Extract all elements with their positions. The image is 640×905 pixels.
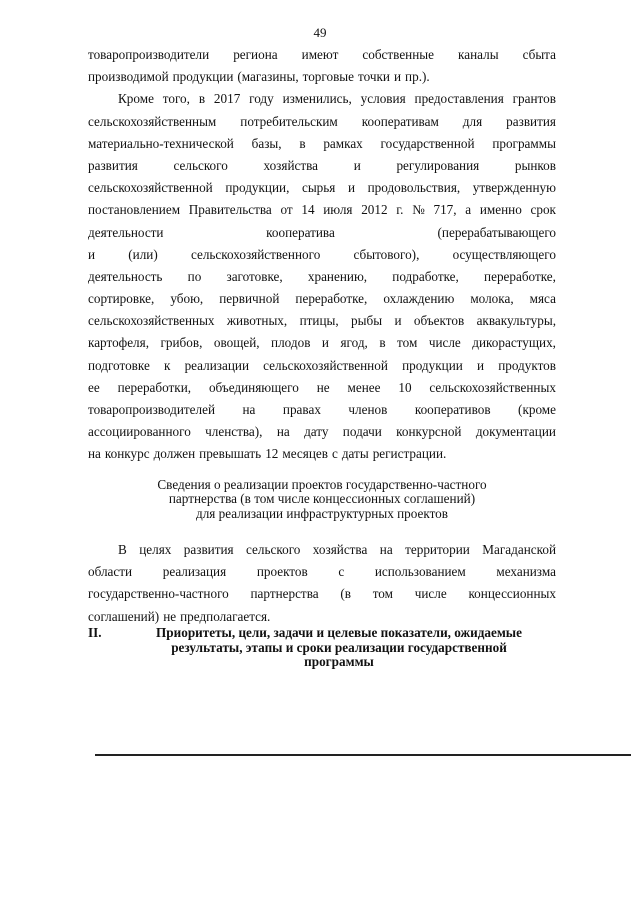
word: и	[321, 335, 329, 351]
subheading-line: для реализации инфраструктурных проектов	[195, 505, 449, 521]
word: правах	[282, 402, 321, 417]
word: птицы,	[299, 313, 339, 329]
word: к	[163, 357, 171, 373]
word: срок	[530, 202, 556, 218]
word: и	[393, 69, 402, 85]
word: июля	[323, 202, 353, 218]
word: постановлением	[88, 202, 181, 218]
word: объединяющего	[208, 379, 299, 395]
word: 10	[398, 379, 412, 395]
word: а	[465, 202, 472, 218]
word: и	[476, 357, 485, 373]
word: ассоциированного	[88, 424, 191, 440]
word: развития	[506, 113, 556, 129]
word: регистрации.	[372, 446, 447, 462]
word: рамках	[323, 135, 363, 151]
subheading-line: партнерства (в том числе концессионных соглашений)	[168, 491, 476, 507]
word: от	[280, 202, 293, 218]
paragraph-ppp-not-planned	[88, 539, 556, 628]
word: (в	[340, 586, 351, 602]
word: молока,	[470, 291, 514, 307]
word: (магазины,	[237, 69, 299, 85]
word: рынков	[514, 157, 556, 173]
word: программы	[492, 135, 556, 151]
word: продукции	[402, 357, 463, 373]
word: предполагается.	[180, 608, 271, 624]
section-title-line: Приоритеты, цели, задачи и целевые показатели, ожидаемые	[156, 625, 522, 640]
word: на	[242, 402, 256, 417]
paragraph-sales-channels	[88, 44, 556, 88]
word: собственные	[362, 47, 434, 62]
word: Правительства	[188, 202, 272, 218]
word: того,	[162, 91, 190, 107]
word: дикорастущих,	[472, 335, 556, 351]
text-line	[88, 443, 556, 465]
word: деятельности	[88, 224, 164, 240]
word: продукции	[172, 69, 234, 85]
word: сбыта	[522, 47, 556, 62]
word: заготовке,	[226, 268, 283, 284]
word: точки	[358, 69, 390, 85]
word: должен	[153, 446, 196, 462]
word: 2017	[213, 91, 241, 107]
word: сельскохозяйственных	[429, 379, 556, 395]
word: потребительским	[240, 113, 338, 129]
word: целях	[139, 542, 172, 558]
word: 12	[265, 446, 279, 462]
word: по	[187, 268, 202, 284]
word: кооператива	[266, 224, 335, 240]
word: осуществляющего	[452, 246, 556, 262]
word: сбытового),	[353, 246, 420, 262]
word: имеют	[301, 47, 339, 62]
text-line	[88, 222, 556, 244]
word: с	[331, 446, 338, 462]
word: соглашений)	[88, 608, 160, 624]
subheading-line: Сведения о реализации проектов государственно-частного	[157, 476, 487, 492]
word: торговые	[302, 69, 355, 85]
word: в	[299, 135, 306, 151]
word: на	[88, 446, 101, 462]
word: сельскохозяйственных	[88, 313, 215, 329]
word: убою,	[170, 291, 204, 307]
text-line	[88, 133, 556, 155]
word: хранению,	[307, 268, 368, 284]
word: (кроме	[518, 402, 556, 417]
word: развития	[183, 542, 234, 558]
word: грантов	[512, 91, 556, 107]
word: Магаданской	[482, 542, 556, 558]
word: регулирования	[396, 157, 480, 173]
word: документации	[475, 424, 556, 440]
word: продуктов	[498, 357, 556, 373]
text-line	[88, 266, 556, 288]
word: хозяйства	[263, 157, 319, 173]
word: сельскохозяйственным	[88, 113, 217, 129]
word: г.	[396, 202, 404, 218]
word: каналы	[458, 47, 499, 62]
word: том	[397, 335, 418, 351]
word: концессионных	[468, 586, 556, 602]
word: партнерства	[250, 586, 319, 602]
word: реализация	[162, 564, 227, 580]
word: производимой	[88, 69, 169, 85]
word: ее	[88, 379, 100, 395]
word: Кроме	[118, 91, 154, 107]
word: охлаждению	[383, 291, 455, 307]
footer-rule	[95, 754, 631, 756]
text-line	[88, 177, 556, 199]
word: членства),	[205, 424, 263, 440]
text-line	[88, 88, 556, 110]
section-number: II.	[88, 625, 102, 640]
text-line	[88, 561, 556, 583]
word: В	[118, 542, 127, 558]
word: году	[249, 91, 274, 107]
word: с	[338, 564, 345, 580]
word: продовольствия,	[367, 180, 461, 196]
word: в	[379, 335, 386, 351]
word: 14	[301, 202, 315, 218]
text-line	[88, 332, 556, 354]
word: кооперативам	[361, 113, 439, 129]
text-line	[88, 66, 556, 88]
paragraph-grant-conditions	[88, 88, 556, 465]
text-line	[88, 539, 556, 561]
word: конкурс	[104, 446, 150, 462]
word: развития	[88, 157, 138, 173]
word: превышать	[199, 446, 262, 462]
word: конкурсной	[396, 424, 462, 440]
word: сельскохозяйственной	[263, 357, 388, 373]
text-line	[88, 355, 556, 377]
word: сельского	[246, 542, 301, 558]
word: сельского	[173, 157, 228, 173]
word: аквакультуры,	[476, 313, 556, 329]
word: базы,	[251, 135, 282, 151]
word: не	[316, 379, 330, 395]
word: деятельность	[88, 268, 163, 284]
word: членов	[348, 402, 388, 417]
word: области	[88, 564, 133, 580]
word: (перерабатывающего	[437, 224, 556, 240]
word: том	[372, 586, 393, 602]
word: товаропроизводителей	[88, 402, 216, 417]
text-line	[88, 377, 556, 399]
word: государственной	[380, 135, 475, 151]
word: дату	[304, 424, 329, 440]
word: грибов,	[160, 335, 203, 351]
word: на	[276, 424, 290, 440]
document-body	[88, 44, 556, 628]
word: первичной	[219, 291, 280, 307]
word: ягод,	[340, 335, 368, 351]
word: кооперативов	[414, 402, 491, 417]
text-line	[88, 111, 556, 133]
word: животных,	[226, 313, 288, 329]
word: реализации	[184, 357, 250, 373]
word: сельскохозяйственной	[88, 180, 213, 196]
word: хозяйства	[312, 542, 368, 558]
word: изменились,	[282, 91, 352, 107]
word: материально-технической	[88, 135, 234, 151]
word: переработке,	[295, 291, 368, 307]
word: именно	[479, 202, 522, 218]
word: пр.).	[405, 69, 430, 85]
word: месяцев	[282, 446, 328, 462]
word: переработки,	[117, 379, 192, 395]
word: подготовке	[88, 357, 150, 373]
section-title-line: результаты, этапы и сроки реализации государственной	[171, 639, 507, 655]
word: сырья	[301, 180, 336, 196]
word: 717,	[433, 202, 457, 218]
word: условия	[360, 91, 406, 107]
word: предоставления	[414, 91, 504, 107]
word: проектов	[256, 564, 308, 580]
word: 2012	[361, 202, 388, 218]
word: и	[353, 157, 361, 173]
text-line	[88, 399, 556, 421]
text-line	[88, 583, 556, 605]
word: государственно-частного	[88, 586, 229, 602]
word: №	[412, 202, 425, 218]
word: даты	[341, 446, 369, 462]
text-line	[88, 155, 556, 177]
word: плодов	[271, 335, 311, 351]
section-title-line: программы	[304, 654, 374, 669]
word: менее	[347, 379, 381, 395]
word: региона	[233, 47, 278, 62]
word: и	[347, 180, 356, 196]
word: и	[394, 313, 402, 329]
word: (или)	[128, 246, 158, 262]
page-number: 49	[313, 25, 327, 40]
word: территории	[405, 542, 470, 558]
word: подачи	[342, 424, 382, 440]
word: сельскохозяйственного	[190, 246, 321, 262]
word: товаропроизводители	[88, 47, 210, 62]
text-line	[88, 199, 556, 221]
word: сортировке,	[88, 291, 155, 307]
word: в	[198, 91, 206, 107]
text-line	[88, 421, 556, 443]
word: овощей,	[213, 335, 260, 351]
word: для	[462, 113, 483, 129]
word: объектов	[413, 313, 465, 329]
text-line	[88, 244, 556, 266]
word: и	[88, 246, 96, 262]
section-heading	[88, 626, 556, 670]
word: механизма	[496, 564, 556, 580]
word: использованием	[374, 564, 466, 580]
subheading-ppp	[88, 478, 556, 522]
word: переработке,	[484, 268, 556, 284]
word: продукции,	[225, 180, 290, 196]
text-line	[88, 44, 556, 66]
word: рыбы	[351, 313, 383, 329]
text-line	[88, 288, 556, 310]
word: подработке,	[392, 268, 459, 284]
word: числе	[428, 335, 461, 351]
text-line	[88, 310, 556, 332]
word: утвержденную	[472, 180, 556, 196]
word: числе	[414, 586, 447, 602]
word: на	[379, 542, 393, 558]
word: не	[163, 608, 177, 624]
word: мяса	[529, 291, 556, 307]
word: картофеля,	[88, 335, 150, 351]
